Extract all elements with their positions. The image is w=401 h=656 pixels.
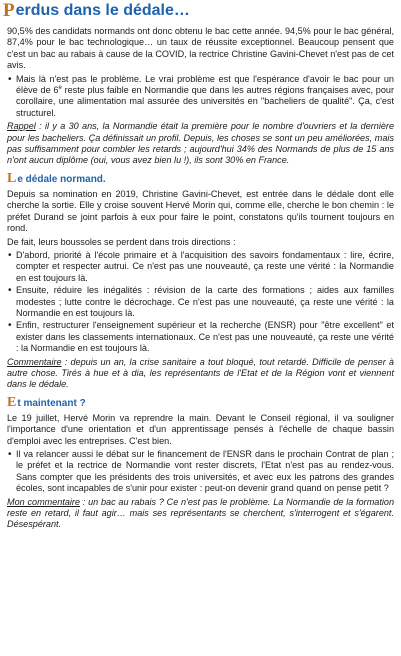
bullet-list-2: [7, 250, 394, 355]
bullet-item: • D'abord, priorité à l'école primaire et à l'acquisition des savoirs fondamentaux : lire, écrire, compter et respecter autrui. Ce n'est pas une nouveauté, ça reste une vérité : la Normandie en est toujours là.: [7, 250, 394, 284]
bullet-item: • Enfin, restructurer l'enseignement supérieur et la recherche (ENSR) pour "être excellent" et exister dans les classements internationaux. Ce n'est pas une nouveauté, ça reste une vérité : la Normandie en est toujours là.: [7, 320, 394, 354]
bullet-sup: e: [58, 85, 62, 91]
bullet-list-1: [7, 74, 394, 120]
section2-paragraph-1: Depuis sa nomination en 2019, Christine Gavini-Chevet, est entrée dans le dédale dont elle cherche la sortie. Elle y croise souvent Hervé Morin qui, comme elle, cherche le bon chemin : le préfet Durand se joint parfois à eux pour faire le point, constatons qu'ils tournent toujours en rond.: [7, 188, 394, 234]
bullet-text-a: Mais là n'est pas le problème. Le vrai problème est que l'espérance d'avoir le bac pour un élève de 6: [16, 73, 394, 96]
commentaire-label: Commentaire: [7, 356, 62, 367]
bullet-item: • Il va relancer aussi le débat sur le financement de l'ENSR dans le prochain Contrat de plan ; le préfet et la rectrice de Normandie vont rester discrets, l'Etat n'est pas au rendez-vous. Sans compter que les présidents des trois universités, et avec eux les patrons des grandes écoles, sont incapables de s'unir pour exister : peut-on devenir grand quand on pense petit ?: [7, 449, 394, 495]
commentaire-text: : depuis un an, la crise sanitaire a tout bloqué, tout retardé. Difficile de penser à autre chose. Tirés à hue et à dia, les représentants de l'Etat et de la Région vont et viennent dans le dédale.: [7, 356, 394, 390]
mon-commentaire-paragraph: [7, 497, 394, 531]
title-text: erdus dans le dédale…: [15, 2, 190, 19]
section3-paragraph-1: Le 19 juillet, Hervé Morin va reprendre la main. Devant le Conseil régional, il va souligner l'importance d'une orientation et d'un apprentissage pensés à l'échelle de chaque bassin d'emploi avec les entreprises. C'est bien.: [7, 412, 394, 446]
section2-paragraph-2: De fait, leurs boussoles se perdent dans trois directions :: [7, 236, 236, 247]
section-heading-maintenant: [7, 394, 394, 410]
commentaire-paragraph: [7, 357, 394, 391]
article-title: [3, 2, 394, 20]
rappel-text: : il y a 30 ans, la Normandie était la première pour le nombre d'ouvriers et la dernière pour les bacheliers. Ça définissait un profil. Depuis, les choses se sont un peu améliorées, mais pas suffisamment pour combler les retards ; aujourd'hui 34% des Normands de plus de 15 ans n'ont aucun diplôme (oui, vous avez bien lu !), ils sont 30% en France.: [7, 121, 394, 166]
section-initial: E: [7, 394, 17, 410]
bullet-list-3: [7, 449, 394, 495]
section-title-text: e dédale normand.: [17, 173, 106, 185]
bullet-item: [7, 74, 394, 120]
bullet-text-b: reste plus faible en Normandie que dans les autres régions françaises avec, pour corollaire, une alimentation mal assurée des universités en "bacheliers de qualité". Ça, c'est structurel.: [16, 85, 395, 118]
title-initial: P: [3, 0, 15, 21]
rappel-label: Rappel: [7, 121, 36, 132]
mon-commentaire-text: : un bac au rabais ? Ce n'est pas le problème. La Normandie de la formation reste en retard, il faut agir… mais ses représentants se cherchent, s'interrogent et s'égarent. Désespérant.: [7, 496, 395, 530]
section-title-text: t maintenant ?: [17, 397, 86, 409]
bullet-item: • Ensuite, réduire les inégalités : révision de la carte des formations ; aides aux familles modestes ; lutte contre le décrochage. Ce n'est pas une nouveauté, ça reste une vérité : la Normandie en est toujours là.: [7, 285, 394, 319]
intro-paragraph: 90,5% des candidats normands ont donc obtenu le bac cette année. 94,5% pour le bac général, 87,4% pour le bac technologique… un taux de réussite exceptionnel. Beaucoup pensent que c'est un bac au rabais à cause de la COVID, la rectrice Christine Gavini-Chevet n'est pas de cet avis.: [7, 26, 394, 71]
mon-commentaire-label: Mon commentaire: [7, 496, 81, 507]
section-heading-dedale: [7, 170, 394, 186]
rappel-paragraph: [7, 121, 394, 167]
section-initial: L: [7, 170, 17, 186]
